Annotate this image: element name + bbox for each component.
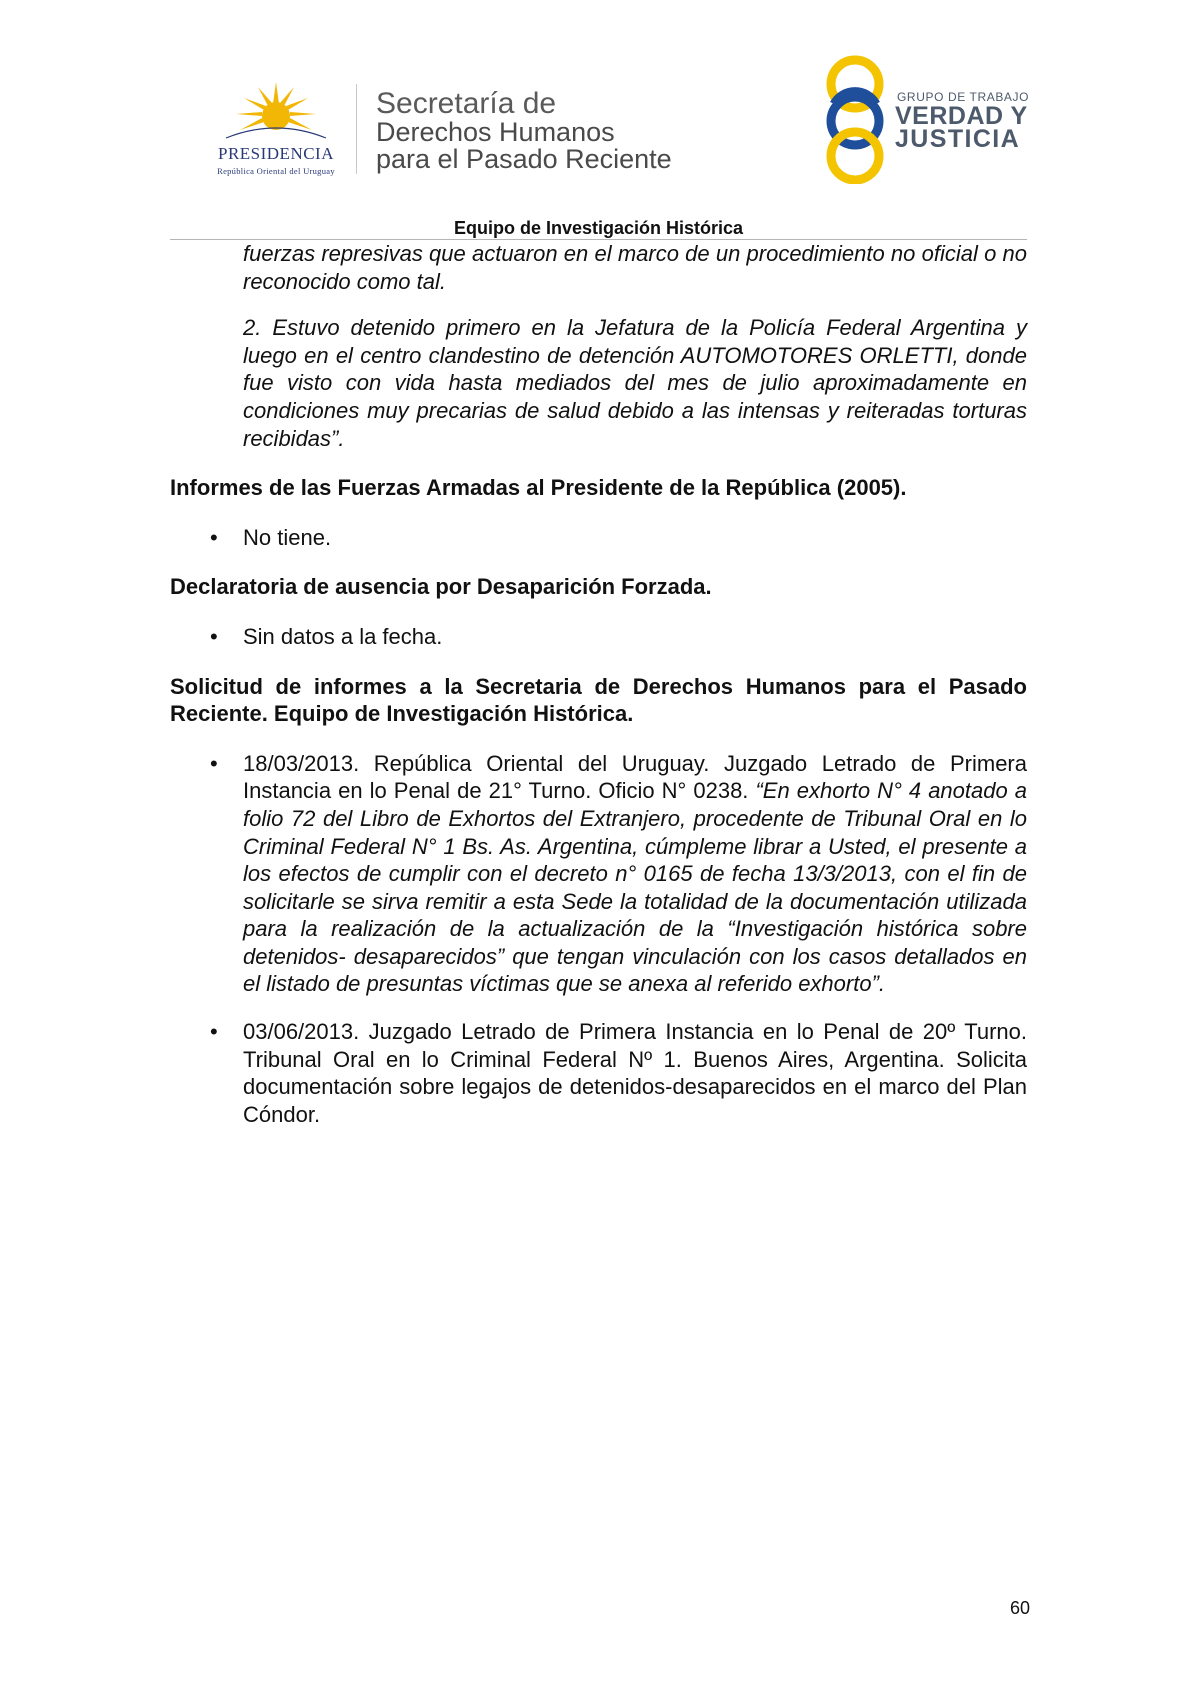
list-item — [170, 750, 1027, 998]
list-item-text: 18/03/2013. República Oriental del Uruguay. Juzgado Letrado de Primera Instancia en lo Penal de 21° Turno. Oficio N° 0238. — [243, 750, 1027, 804]
bullet-icon: • — [210, 1019, 218, 1045]
section-heading-declaratoria: Declaratoria de ausencia por Desaparición Forzada. — [170, 574, 712, 600]
list-item-quote: “En exhorto N° 4 anotado a folio 72 del Libro de Exhortos del Extranjero, procedente de Tribunal Oral en lo Criminal Federal N° 1 Bs. As. Argentina, cúmpleme librar a Usted, el presente a los efectos de cumplir con el decreto n° 0165 de fecha 13/3/2013, con el fin de solicitarle se sirva remitir a esta Sede la totalidad de la documentación utilizada para la realización de la actualización de la “Investigación histórica sobre detenidos- desaparecidos” que tengan vinculación con los casos detallados en el listado de presuntas víctimas que se anexa al referido exhorto”. — [243, 778, 1027, 997]
interlocked-rings-icon — [820, 54, 890, 184]
document-body — [170, 240, 1027, 1128]
grupo-line-1: GRUPO DE TRABAJO — [897, 90, 1030, 104]
bullet-icon: • — [210, 524, 218, 550]
secretaria-line-1: Secretaría de — [376, 87, 557, 120]
secretaria-line-3: para el Pasado Reciente — [376, 144, 672, 174]
section-heading-informes: Informes de las Fuerzas Armadas al Presidente de la República (2005). — [170, 475, 907, 501]
bullet-icon: • — [210, 623, 218, 649]
section-heading-solicitud: Solicitud de informes a la Secretaria de Derechos Humanos para el Pasado Reciente. Equipo de Investigación Histórica. — [170, 673, 1027, 727]
header-divider — [356, 84, 357, 174]
quote-paragraph-1: fuerzas represivas que actuaron en el marco de un procedimiento no oficial o no reconocido como tal. — [243, 241, 1027, 294]
bullet-icon: • — [210, 750, 218, 776]
list-item — [170, 1018, 1027, 1128]
page-number: 60 — [1009, 1598, 1030, 1618]
list-item-text: Sin datos a la fecha. — [243, 623, 443, 649]
secretaria-line-2: Derechos Humanos — [376, 117, 615, 147]
bullet-list-informes — [170, 524, 1027, 552]
list-item-text: 03/06/2013. Juzgado Letrado de Primera Instancia en lo Penal de 20º Turno. Tribunal Oral en lo Criminal Federal Nº 1. Buenos Aires, Argentina. Solicita documentación sobre legajos de detenidos-desaparecidos en el marco del Plan Cóndor. — [243, 1019, 1027, 1127]
presidencia-word: PRESIDENCIA — [217, 144, 334, 163]
bullet-list-solicitud — [170, 750, 1027, 1129]
presidencia-logo — [196, 78, 356, 178]
running-head: Equipo de Investigación Histórica — [453, 218, 744, 238]
grupo-line-2: VERDAD Y — [895, 102, 1028, 130]
sun-emblem-icon — [196, 78, 356, 148]
list-item — [170, 623, 1027, 651]
secretaria-logo-text — [376, 89, 672, 173]
presidencia-subtitle: República Oriental del Uruguay — [217, 166, 335, 176]
page-header — [0, 0, 1190, 240]
grupo-line-3: JUSTICIA — [895, 125, 1021, 153]
list-item — [170, 524, 1027, 552]
bullet-list-declaratoria — [170, 623, 1027, 651]
list-item-text: No tiene. — [243, 524, 332, 550]
quote-paragraph-2: 2. Estuvo detenido primero en la Jefatura de la Policía Federal Argentina y luego en el centro clandestino de detención AUTOMOTORES ORLETTI, donde fue visto con vida hasta mediados del mes de julio aproximadamente en condiciones muy precarias de salud debido a las intensas y reiteradas torturas recibidas”. — [243, 315, 1027, 451]
